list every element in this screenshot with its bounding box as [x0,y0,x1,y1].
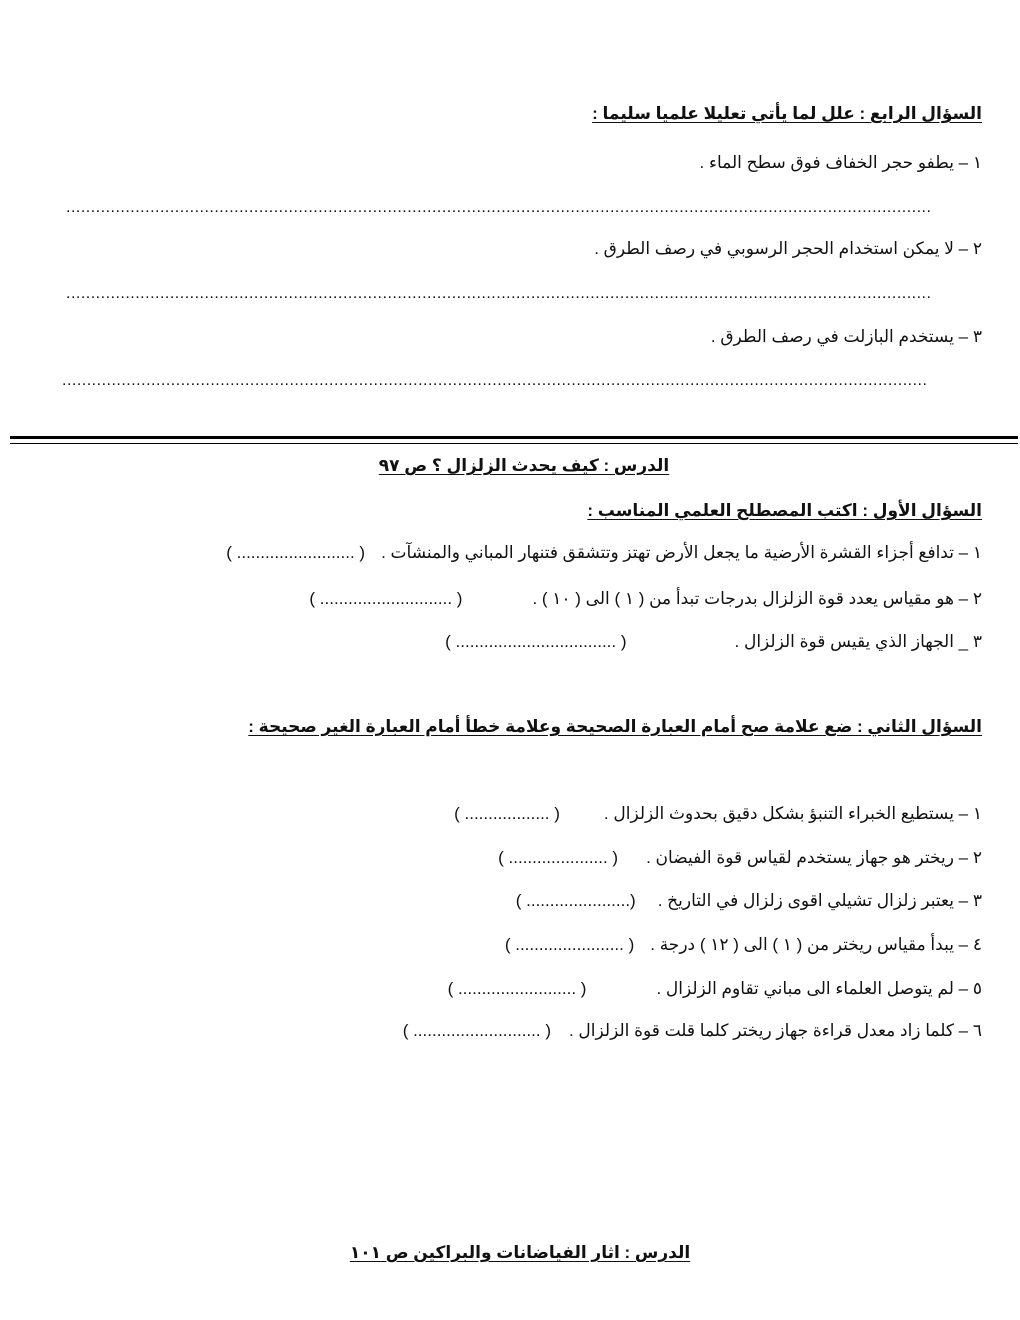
question-2-item-2-blank[interactable]: ( ..................... ) [498,848,619,867]
question-4-title: السؤال الرابع : علل لما يأتي تعليلا علميا سليما : [592,104,982,123]
question-2-item-1-blank[interactable]: ( .................. ) [454,804,560,823]
question-1-title: السؤال الأول : اكتب المصطلح العلمي المناسب : [587,501,982,520]
question-1-item-2-text: ٢ – هو مقياس يعدد قوة الزلزال بدرجات تبدأ من ( ١ ) الى ( ١٠ ) . [532,589,982,608]
question-2-item-4 [505,934,982,956]
question-2-item-3 [516,890,982,912]
question-2-item-2-text: ٢ – ريختر هو جهاز يستخدم لقياس قوة الفيضان . [646,848,982,867]
question-2-title: السؤال الثاني : ضع علامة صح أمام العبارة الصحيحة وعلامة خطأ أمام العبارة الغير صحيحة : [248,717,982,736]
section-divider-thick [10,436,1018,439]
answer-line-2[interactable]: ............................................................................................................................................................................... [66,285,932,302]
question-1-item-2-blank[interactable]: ( ............................ ) [309,589,463,608]
answer-line-3[interactable]: ............................................................................................................................................................................... [62,372,928,389]
lesson-1-title: الدرس : كيف يحدث الزلزال ؟ ص ٩٧ [378,456,670,475]
question-1-item-3-text: ٣ _ الجهاز الذي يقيس قوة الزلزال . [734,632,982,651]
question-1-item-1-text: ١ – تدافع أجزاء القشرة الأرضية ما يجعل الأرض تهتز وتتشقق فتنهار المباني والمنشآت . [381,543,982,562]
section-divider-thin [10,443,1018,444]
question-2-item-2 [498,847,982,869]
question-2-item-4-blank[interactable]: ( ....................... ) [504,935,635,954]
question-2-item-5-text: ٥ – لم يتوصل العلماء الى مباني تقاوم الزلزال . [656,979,982,998]
question-1-item-3-blank[interactable]: ( .................................. ) [445,632,627,651]
question-1-item-2 [309,588,982,610]
question-2-item-6 [403,1020,982,1042]
question-2-item-1 [454,803,982,825]
question-2-item-6-blank[interactable]: ( ........................... ) [402,1021,551,1040]
question-2-item-5-blank[interactable]: ( ......................... ) [447,979,587,998]
question-4-item-3: ٣ – يستخدم البازلت في رصف الطرق . [710,327,982,346]
question-1-item-1-blank[interactable]: ( ......................... ) [226,543,366,562]
answer-line-1[interactable]: ............................................................................................................................................................................... [66,199,932,216]
question-1-item-1 [226,542,982,564]
question-2-item-3-blank[interactable]: (...................... ) [515,891,636,910]
question-2-item-5 [448,978,982,1000]
question-4-item-2: ٢ – لا يمكن استخدام الحجر الرسوبي في رصف الطرق . [594,239,982,258]
question-2-item-3-text: ٣ – يعتبر زلزال تشيلي اقوى زلزال في التاريخ . [657,891,982,910]
question-4-item-1: ١ – يطفو حجر الخفاف فوق سطح الماء . [699,153,982,172]
lesson-2-title: الدرس : اثار الفياضانات والبراكين ص ١٠١ [349,1243,691,1262]
question-1-item-3 [445,631,982,653]
question-2-item-1-text: ١ – يستطيع الخبراء التنبؤ بشكل دقيق بحدوث الزلزال . [603,804,982,823]
question-2-item-4-text: ٤ – يبدأ مقياس ريختر من ( ١ ) الى ( ١٢ ) درجة . [650,935,982,954]
question-2-item-6-text: ٦ – كلما زاد معدل قراءة جهاز ريختر كلما قلت قوة الزلزال . [568,1021,982,1040]
